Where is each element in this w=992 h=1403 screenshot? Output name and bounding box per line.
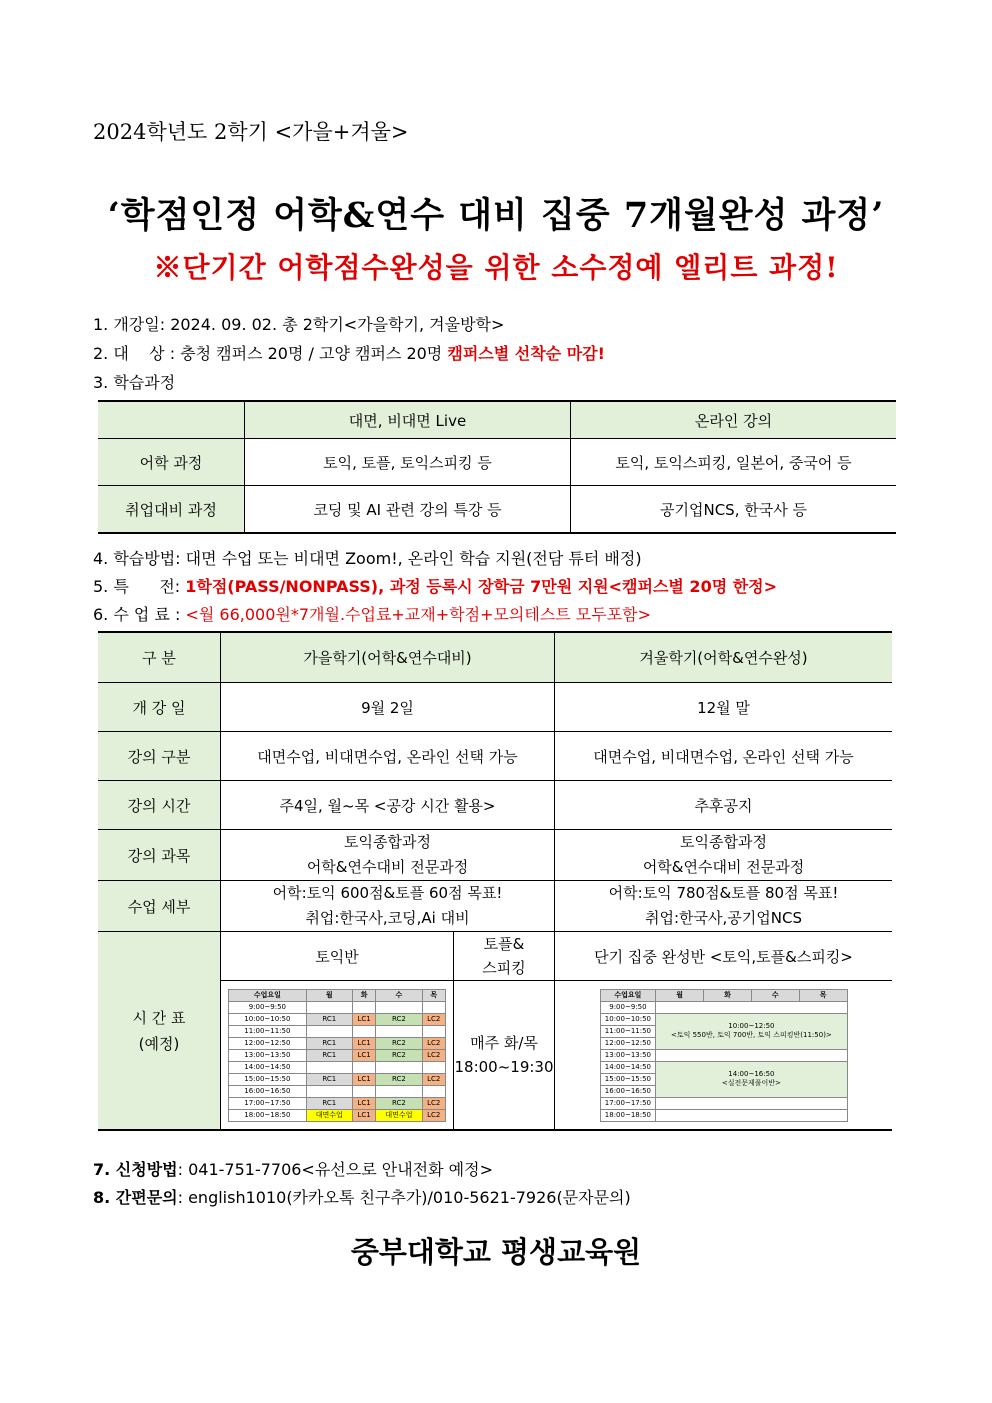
timetable-label-1: 시 간 표 [132,1008,186,1027]
fall-start: 9월 2일 [221,683,555,732]
toefl-hours: 18:00~19:30 [454,1058,554,1076]
winter-mini-empty [656,1001,847,1013]
winter-detail-line2: 취업:한국사,공기업NCS [645,909,802,927]
fall-mini-cell: 17:00~17:50 [229,1097,307,1109]
fall-mini-cell: 14:00~14:50 [229,1061,307,1073]
fall-mini-head-cell: 수업요일 [229,989,307,1001]
fall-mini-cell [422,1061,445,1073]
winter-mini-row [600,1109,847,1121]
winter-subject-line1: 토익종합과정 [680,833,767,851]
course-row-label: 어학 과정 [98,439,245,486]
winter-time: 추후공지 [555,781,893,830]
fall-mini-cell [422,1085,445,1097]
winter-block-practice [656,1061,847,1097]
winter-mini-time: 12:00~12:50 [600,1037,656,1049]
fall-time: 주4일, 월~목 <공강 시간 활용> [221,781,555,830]
item-curriculum: 3. 학습과정 [93,373,176,392]
fall-mini-cell: RC1 [306,1049,352,1061]
winter-mini-head-cell: 목 [799,989,847,1001]
winter-mini-time: 16:00~16:50 [600,1085,656,1097]
fall-mini-cell: RC1 [306,1037,352,1049]
winter-mini-time: 11:00~11:50 [600,1025,656,1037]
item-target-note: 캠퍼스별 선착순 마감! [447,344,605,363]
winter-start: 12월 말 [555,683,893,732]
fall-mini-cell: LC1 [352,1049,375,1061]
winter-mini-time: 18:00~18:50 [600,1109,656,1121]
fall-mini-row [229,1049,446,1061]
fall-mini-cell: RC1 [306,1097,352,1109]
item-inquiry-label: 8. 간편문의 [93,1188,178,1207]
fall-mini-cell [306,1061,352,1073]
winter-mini-row [600,1013,847,1025]
fall-mini-row [229,1085,446,1097]
fall-mini-cell [376,1085,422,1097]
course-table [98,400,896,534]
course-header-online: 온라인 강의 [571,401,897,439]
fall-mini-cell: RC2 [376,1037,422,1049]
fall-subject-line1: 토익종합과정 [344,833,431,851]
winter-timetable-cell [555,981,893,1131]
fall-subject-line2: 어학&연수대비 전문과정 [306,858,469,876]
fall-mini-cell [306,1085,352,1097]
fall-mini-head-cell: 월 [306,989,352,1001]
winter-mini-row [600,1001,847,1013]
winter-mini-time: 9:00~9:50 [600,1001,656,1013]
winter-subject [555,830,893,881]
toefl-days: 매주 화/목 [470,1034,538,1052]
fall-mini-row [229,1109,446,1121]
fall-mini-cell: LC1 [352,1097,375,1109]
schedule-header-winter: 겨울학기(어학&연수완성) [555,632,893,683]
course-cell: 코딩 및 AI 관련 강의 특강 등 [245,486,571,534]
schedule-header-fall: 가을학기(어학&연수대비) [221,632,555,683]
winter-mini-empty [656,1109,847,1121]
fall-mini-cell: RC2 [376,1073,422,1085]
schedule-table [98,631,892,1131]
winter-mini-head-cell: 월 [656,989,704,1001]
winter-mini-time: 10:00~10:50 [600,1013,656,1025]
item-inquiry [93,1185,631,1208]
winter-detail-line1: 어학:토익 780점&토플 80점 목표! [608,884,839,902]
row-label-timetable [98,932,221,1131]
fall-mini-cell: 9:00~9:50 [229,1001,307,1013]
winter-mini-head [600,989,847,1001]
row-label-time: 강의 시간 [98,781,221,830]
fall-mini-cell: RC2 [376,1097,422,1109]
fall-detail-line2: 취업:한국사,코딩,Ai 대비 [305,909,470,927]
fall-subject [221,830,555,881]
winter-mini-time: 14:00~14:50 [600,1061,656,1073]
item-target [93,341,605,364]
item-start-date: 1. 개강일: 2024. 09. 02. 총 2학기<가을학기, 겨울방학> [93,315,505,334]
item-benefit [93,574,777,597]
winter-mini-row [600,1049,847,1061]
winter-subject-line2: 어학&연수대비 전문과정 [642,858,805,876]
fall-mini-cell [376,1001,422,1013]
item-target-text: 2. 대 상 : 충청 캠퍼스 20명 / 고양 캠퍼스 20명 [93,344,448,363]
fall-mini-head-cell: 목 [422,989,445,1001]
fall-mini-cell: LC2 [422,1109,445,1121]
fall-mini-cell: LC2 [422,1037,445,1049]
fall-mini-cell: 18:00~18:50 [229,1109,307,1121]
fall-mini-cell: 16:00~16:50 [229,1085,307,1097]
fall-mini-cell: LC1 [352,1013,375,1025]
item-apply-value: : 041-751-7706<유선으로 안내전화 예정> [177,1160,493,1179]
winter-mini-empty [656,1097,847,1109]
fall-mini-cell [306,1025,352,1037]
course-cell: 토익, 토플, 토익스피킹 등 [245,439,571,486]
toefl-header-line2: 스피킹 [482,959,526,977]
winter-mini-row [600,1097,847,1109]
winter-mini-empty [656,1049,847,1061]
fall-mini-row [229,1061,446,1073]
fall-mini-row [229,1013,446,1025]
winter-block-toeic-time: 10:00~12:50 [728,1022,775,1030]
fall-mini-row [229,1001,446,1013]
item-inquiry-value: : english1010(카카오톡 친구추가)/010-5621-7926(문자문의) [177,1188,631,1207]
fall-mini-cell: LC2 [422,1013,445,1025]
fall-timetable-cell [221,981,454,1131]
page-subtitle: ※단기간 어학점수완성을 위한 소수정예 엘리트 과정! [153,251,839,284]
winter-mini-time: 15:00~15:50 [600,1073,656,1085]
fall-mini-head-cell: 화 [352,989,375,1001]
winter-block-practice-text: <실전문제풀이반> [721,1079,781,1087]
semester-heading: 2024학년도 2학기 <가을+겨울> [93,120,409,144]
fall-mini-cell: LC2 [422,1097,445,1109]
fall-type: 대면수업, 비대면수업, 온라인 선택 가능 [221,732,555,781]
fall-mini-row [229,1097,446,1109]
course-cell: 토익, 토익스피킹, 일본어, 중국어 등 [571,439,897,486]
fall-mini-cell: 13:00~13:50 [229,1049,307,1061]
fall-mini-cell [422,1025,445,1037]
fall-mini-cell: RC1 [306,1013,352,1025]
toefl-class-header [454,932,555,981]
fall-detail [221,881,555,932]
winter-type: 대면수업, 비대면수업, 온라인 선택 가능 [555,732,893,781]
fall-mini-cell: 대면수업 [376,1109,422,1121]
winter-mini-time: 17:00~17:50 [600,1097,656,1109]
timetable-label-2: (예정) [138,1034,180,1053]
fall-mini-cell [376,1061,422,1073]
row-label-start: 개 강 일 [98,683,221,732]
item-apply [93,1157,493,1180]
intensive-class-header: 단기 집중 완성반 <토익,토플&스피킹> [555,932,893,981]
fall-mini-head-cell: 수 [376,989,422,1001]
item-fee-text: <월 66,000원*7개월.수업료+교재+학점+모의테스트 모두포함> [185,605,652,624]
page-title: ‘학점인정 어학&연수 대비 집중 7개월완성 과정’ [107,195,885,236]
fall-mini-cell [352,1085,375,1097]
item-fee [93,602,651,625]
toefl-header-line1: 토플& [483,935,525,953]
fall-mini-cell [376,1025,422,1037]
fall-mini-cell: RC2 [376,1049,422,1061]
winter-mini-head-cell: 화 [704,989,752,1001]
row-label-type: 강의 구분 [98,732,221,781]
fall-mini-cell [352,1061,375,1073]
fall-mini-cell [422,1001,445,1013]
winter-detail [555,881,893,932]
toeic-class-header: 토익반 [221,932,454,981]
item-benefit-text: 1학점(PASS/NONPASS), 과정 등록시 장학금 7만원 지원<캠퍼스별 20명 한정> [185,577,778,596]
item-apply-label: 7. 신청방법 [93,1160,178,1179]
row-label-detail: 수업 세부 [98,881,221,932]
winter-mini-head-cell: 수업요일 [600,989,656,1001]
fall-timetable [228,989,446,1122]
fall-mini-cell: LC1 [352,1109,375,1121]
course-header-live: 대면, 비대면 Live [245,401,571,439]
fall-mini-cell: LC1 [352,1037,375,1049]
fall-mini-row [229,1073,446,1085]
toefl-time-cell [454,981,555,1131]
fall-mini-cell: RC2 [376,1013,422,1025]
fall-mini-cell: LC2 [422,1049,445,1061]
winter-mini-time: 13:00~13:50 [600,1049,656,1061]
fall-detail-line1: 어학:토익 600점&토플 60점 목표! [272,884,503,902]
fall-mini-cell [352,1025,375,1037]
row-label-subject: 강의 과목 [98,830,221,881]
fall-mini-cell: 대면수업 [306,1109,352,1121]
course-cell: 공기업NCS, 한국사 등 [571,486,897,534]
winter-mini-row [600,1061,847,1073]
winter-block-toeic [656,1013,847,1049]
fall-mini-head [229,989,446,1001]
fall-mini-cell: LC1 [352,1073,375,1085]
fall-mini-cell: 11:00~11:50 [229,1025,307,1037]
fall-mini-cell [306,1001,352,1013]
fall-mini-cell: 15:00~15:50 [229,1073,307,1085]
course-table-corner [98,401,245,439]
winter-mini-head-cell: 수 [751,989,799,1001]
item-method: 4. 학습방법: 대면 수업 또는 비대면 Zoom!, 온라인 학습 지원(전담 튜터 배정) [93,549,642,568]
fall-mini-cell [352,1001,375,1013]
schedule-header-category: 구 분 [98,632,221,683]
fall-mini-cell: RC1 [306,1073,352,1085]
winter-timetable [600,989,848,1122]
winter-block-toeic-text: <토익 550반, 토익 700반, 토익 스피킹반(11:50)> [670,1031,832,1039]
fall-mini-row [229,1037,446,1049]
fall-mini-cell: 12:00~12:50 [229,1037,307,1049]
winter-block-practice-time: 14:00~16:50 [728,1070,775,1078]
fall-mini-row [229,1025,446,1037]
fall-mini-cell: LC2 [422,1073,445,1085]
course-row-label: 취업대비 과정 [98,486,245,534]
item-benefit-label: 5. 특 전: [93,577,186,596]
item-fee-label: 6. 수 업 료 : [93,605,186,624]
institution-name: 중부대학교 평생교육원 [350,1235,642,1269]
fall-mini-cell: 10:00~10:50 [229,1013,307,1025]
